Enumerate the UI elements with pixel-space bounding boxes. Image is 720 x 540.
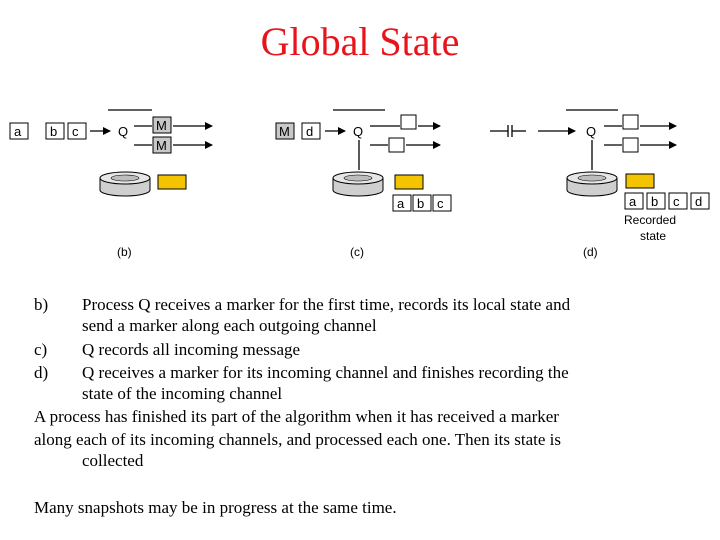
svg-text:a: a (629, 194, 637, 209)
item-text-d-cont: state of the incoming channel (82, 384, 283, 403)
svg-text:b: b (417, 196, 425, 211)
page-title: Global State (260, 19, 460, 64)
svg-text:c: c (673, 194, 680, 209)
marker-out-1 (153, 117, 171, 133)
recorded-message-d (691, 193, 709, 209)
item-label-d: d) (34, 363, 49, 382)
channel-message-d (302, 123, 320, 139)
svg-text:d: d (695, 194, 703, 209)
svg-text:d: d (306, 124, 314, 139)
item-label-b: b) (34, 295, 49, 314)
svg-text:b: b (50, 124, 58, 139)
caption-d: (d) (583, 245, 598, 259)
process-q: Q (586, 124, 597, 139)
outgoing-message (401, 115, 416, 129)
svg-text:a: a (397, 196, 405, 211)
paragraph-line: A process has finished its part of the algorithm when it has received a marker (34, 407, 559, 426)
svg-text:c: c (437, 196, 444, 211)
svg-text:a: a (14, 124, 22, 139)
recorded-state-block (395, 175, 423, 189)
recorded-state-label: state (640, 229, 667, 243)
local-state-disk (100, 172, 150, 196)
recorded-state-block (626, 174, 654, 188)
process-q: Q (353, 124, 364, 139)
process-q: Q (118, 124, 129, 139)
local-state-disk (567, 172, 617, 196)
recorded-message-b (413, 195, 431, 211)
svg-text:M: M (156, 118, 167, 133)
channel-message-c (68, 123, 86, 139)
item-text-b: Process Q receives a marker for the first time, records its local state and (82, 295, 571, 314)
outgoing-message (389, 138, 404, 152)
footer-note: Many snapshots may be in progress at the same time. (34, 498, 397, 517)
svg-text:M: M (279, 124, 290, 139)
paragraph-line: along each of its incoming channels, and processed each one. Then its state is (34, 430, 561, 449)
paragraph-line: collected (82, 451, 144, 470)
recorded-message-c (433, 195, 451, 211)
marker-out-2 (153, 137, 171, 153)
channel-message-b (46, 123, 64, 139)
channel-marker-m (276, 123, 294, 139)
outgoing-message (623, 115, 638, 129)
svg-text:b: b (651, 194, 659, 209)
caption-c: (c) (350, 245, 364, 259)
panel-b (10, 110, 212, 259)
local-state-disk (333, 172, 383, 196)
recorded-message-b (647, 193, 665, 209)
panel-d (490, 110, 709, 259)
item-text-b-cont: send a marker along each outgoing channel (82, 316, 377, 335)
recorded-message-a (625, 193, 643, 209)
outgoing-message (623, 138, 638, 152)
channel-message-a (10, 123, 28, 139)
item-text-c: Q records all incoming message (82, 340, 301, 359)
recorded-message-c (669, 193, 687, 209)
item-label-c: c) (34, 340, 48, 359)
recorded-state-label: Recorded (624, 213, 677, 227)
item-text-d: Q receives a marker for its incoming channel and finishes recording the (82, 363, 569, 382)
recorded-state-block (158, 175, 186, 189)
panel-c (276, 110, 451, 259)
svg-text:c: c (72, 124, 79, 139)
caption-b: (b) (117, 245, 132, 259)
recorded-message-a (393, 195, 411, 211)
svg-text:M: M (156, 138, 167, 153)
